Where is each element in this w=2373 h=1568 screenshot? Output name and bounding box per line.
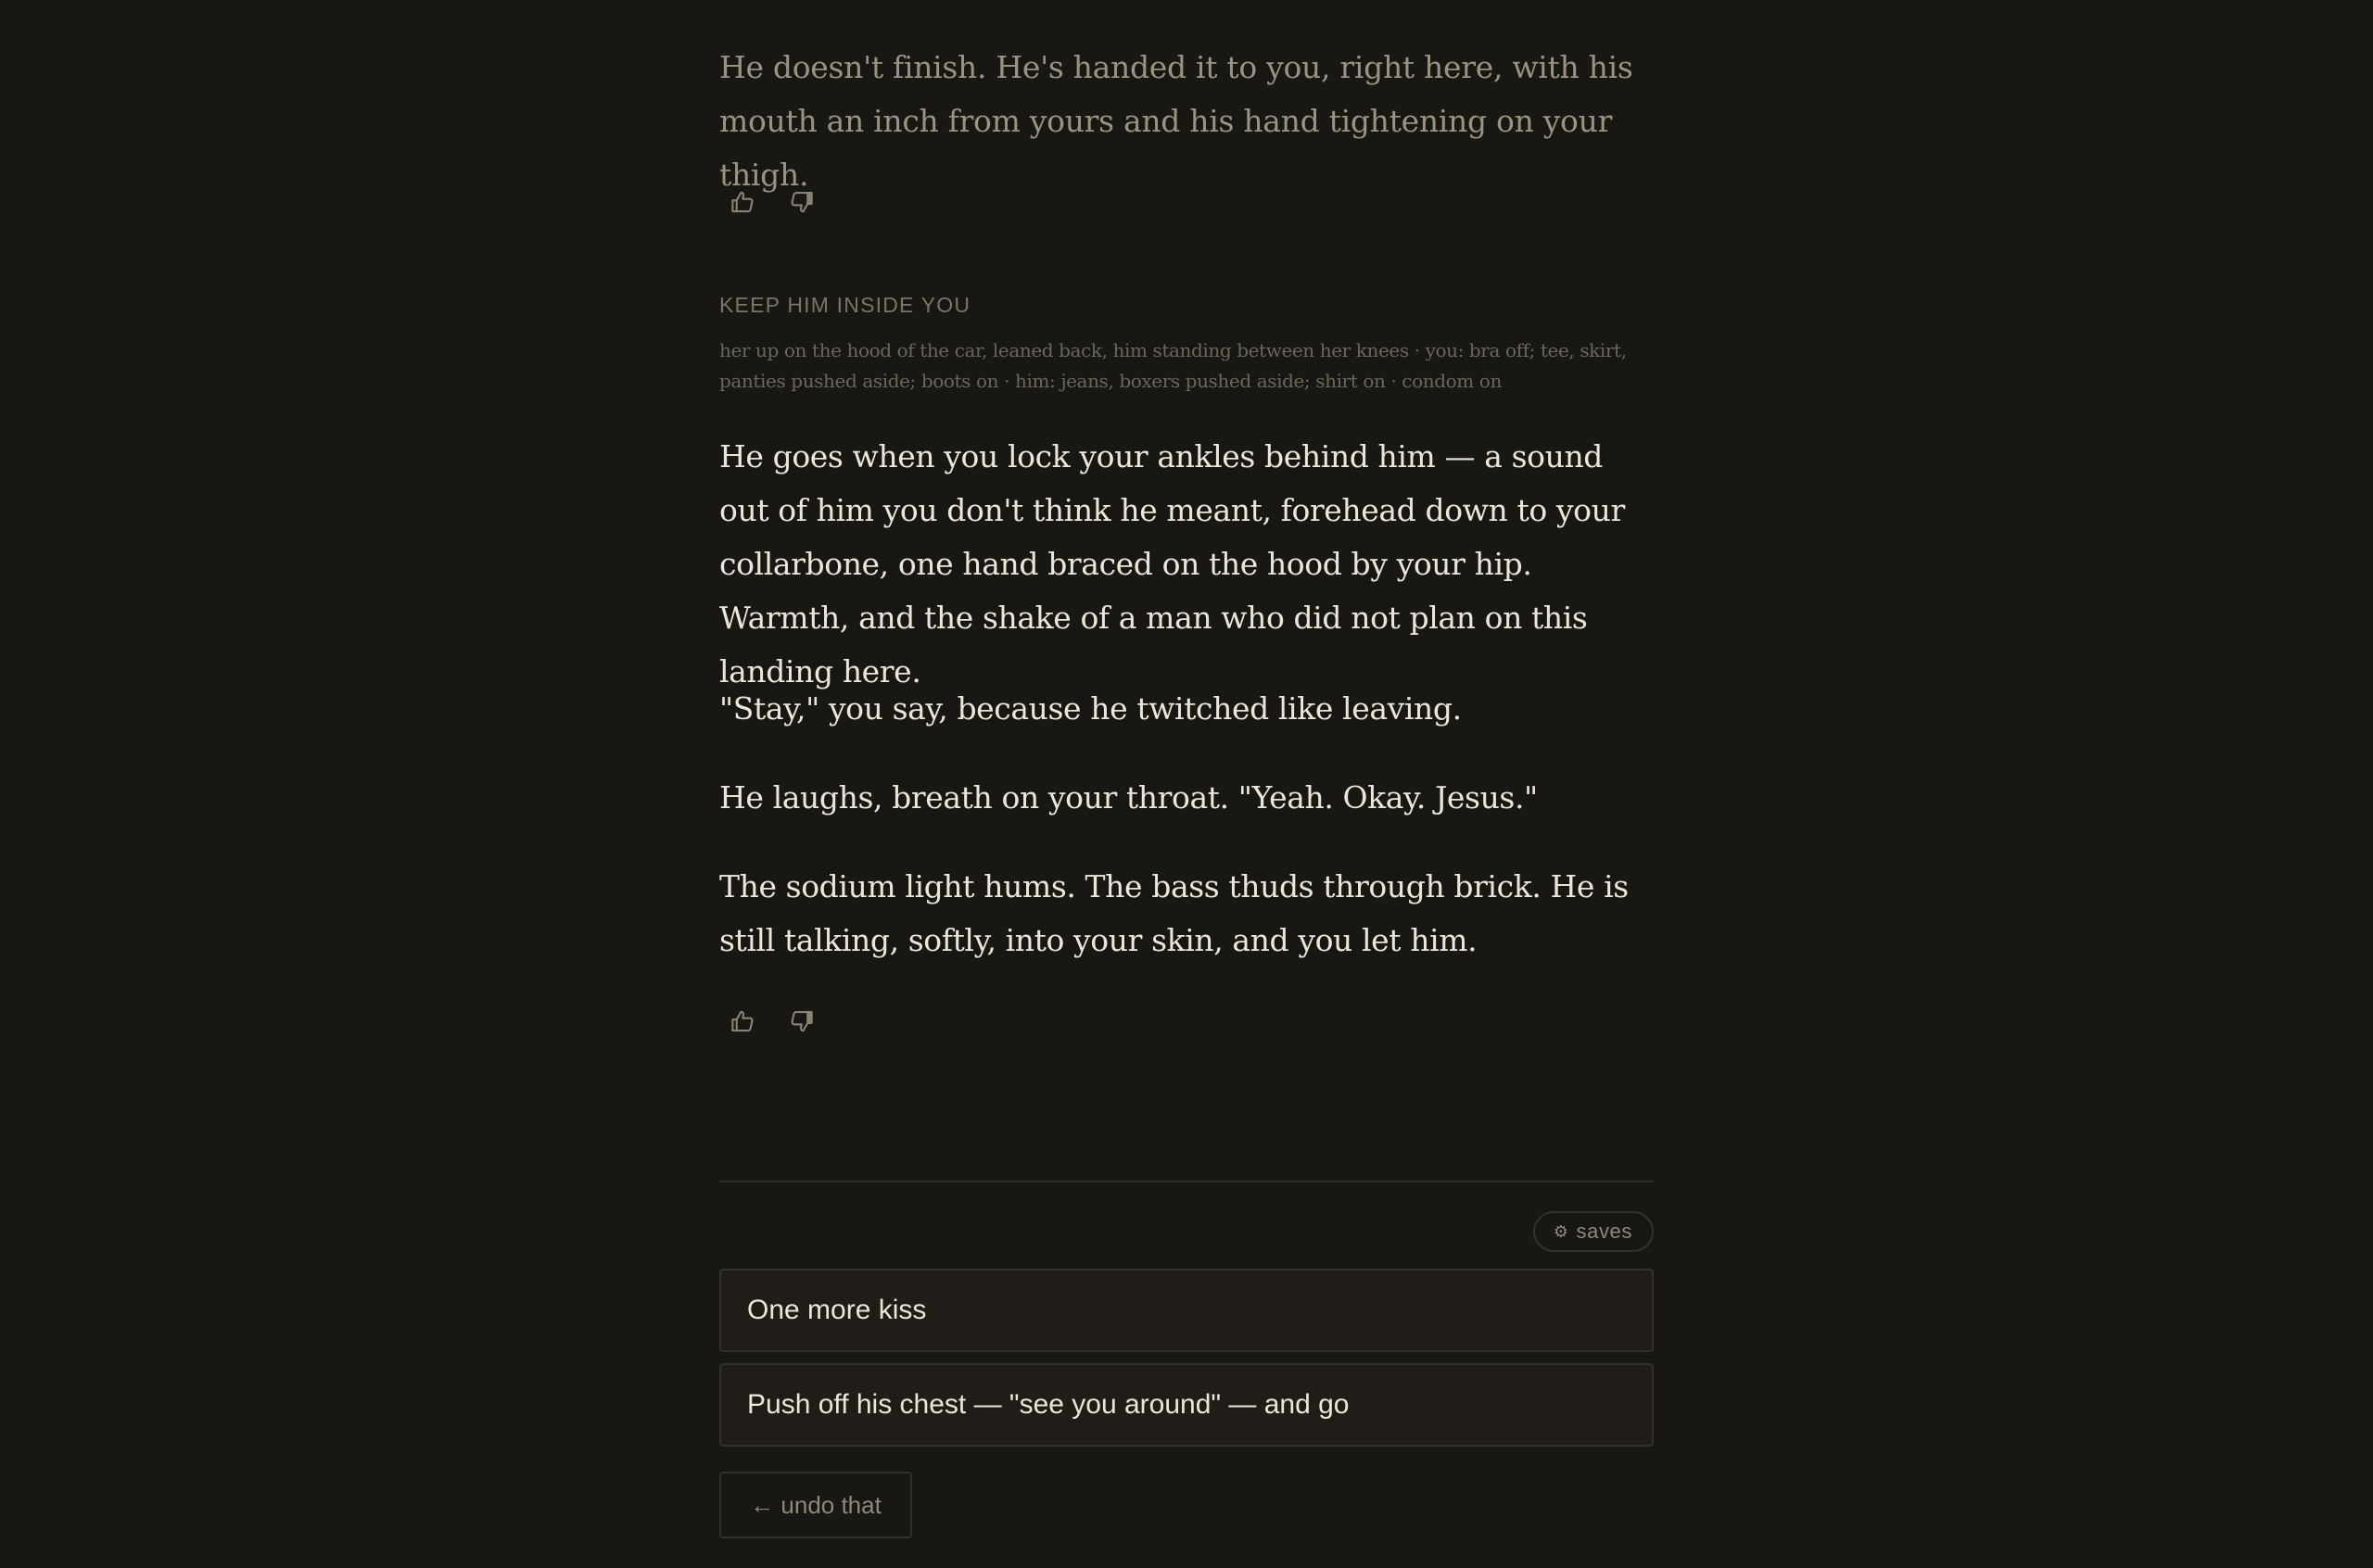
choice-button[interactable] [719, 1363, 1654, 1447]
choice-label: Push off his chest — "see you around" — and go [747, 1389, 1350, 1420]
dislike-button[interactable] [779, 179, 825, 225]
previous-passage: He doesn't finish. He's handed it to you, right here, with his mouth an inch from yours and his hand tightening on your thigh. [719, 49, 1633, 193]
thumbs-up-icon [729, 188, 756, 216]
passage-rating-current [719, 998, 825, 1044]
story-paragraph: The sodium light hums. The bass thuds through brick. He is still talking, softly, into your skin, and you let him. [719, 868, 1629, 958]
choice-button[interactable] [719, 1269, 1654, 1352]
scene-details: her up on the hood of the car, leaned back, him standing between her knees · you: bra off; tee, skirt, panties pushed aside; boots on · him: jeans, boxers pushed aside; shirt on · condom on [719, 339, 1627, 392]
thumbs-up-icon [729, 1007, 756, 1035]
dislike-button[interactable] [779, 998, 825, 1044]
like-button[interactable] [719, 998, 766, 1044]
scene-title: KEEP HIM INSIDE YOU [719, 293, 971, 317]
saves-label: saves [1576, 1220, 1632, 1243]
choice-label: One more kiss [747, 1295, 927, 1325]
undo-label: ← undo that [750, 1490, 882, 1519]
undo-button[interactable] [719, 1472, 912, 1538]
like-button[interactable] [719, 179, 766, 225]
story-paragraph: He laughs, breath on your throat. "Yeah. Okay. Jesus." [719, 779, 1538, 816]
passage-rating-previous [719, 179, 825, 225]
thumbs-down-icon [788, 188, 816, 216]
story-paragraph: "Stay," you say, because he twitched like leaving. [719, 690, 1462, 727]
thumbs-down-icon [788, 1007, 816, 1035]
divider [719, 1181, 1654, 1182]
gear-icon: ⚙ [1553, 1221, 1569, 1242]
story-paragraph: He goes when you lock your ankles behind him — a sound out of him you don't think he meant, forehead down to your collarbone, one hand braced on the hood by your hip. Warmth, and the shake of a man who did not plan on this landing here. [719, 438, 1625, 689]
saves-button[interactable] [1533, 1211, 1654, 1252]
